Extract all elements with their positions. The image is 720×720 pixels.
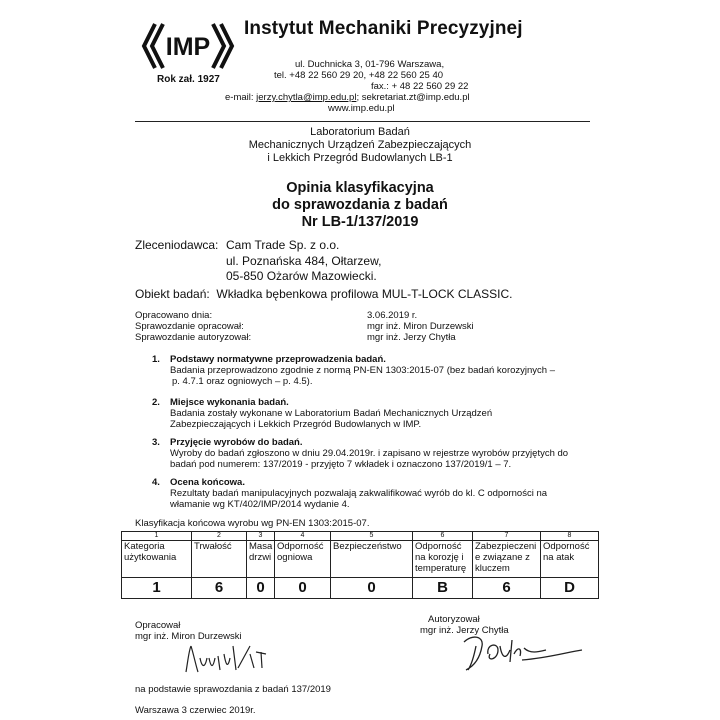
section-1-title: Podstawy normatywne przeprowadzenia badań. — [170, 354, 386, 365]
section-3-line-1: Wyroby do badań zgłoszono w dniu 29.04.2019r. i zapisano w rejestrze wyrobów przyjętych do — [170, 448, 569, 459]
lab-line-1: Laboratorium Badań — [310, 126, 410, 138]
test-object — [135, 287, 513, 301]
section-4-line-2: włamanie wg KT/402/IMP/2014 wydanie 4. — [170, 499, 350, 510]
table-number-row — [122, 532, 599, 541]
approver-label: Sprawozdanie autoryzował: — [135, 332, 252, 343]
column-number: 6 — [413, 532, 473, 541]
section-3-number: 3. — [152, 437, 160, 448]
approved-by-name: mgr inż. Jerzy Chytła — [420, 625, 509, 636]
lab-name — [200, 126, 520, 165]
classification-table — [121, 531, 599, 599]
column-header: Odporność ogniowa — [275, 541, 331, 578]
column-header: Bezpieczeństwo — [331, 541, 413, 578]
section-4-line-1: Rezultaty badań manipulacyjnych pozwalają zakwalifikować wyrób do kl. C odporności na — [170, 488, 548, 499]
classification-intro: Klasyfikacja końcowa wyrobu wg PN-EN 1303:2015-07. — [135, 518, 370, 529]
lab-line-3: i Lekkich Przegród Budowlanych LB-1 — [267, 152, 453, 164]
column-header: Odporność na korozję i temperaturę — [413, 541, 473, 578]
section-2-line-2: Zabezpieczających i Lekkich Przegród Budowlanych w IMP. — [170, 419, 422, 430]
classification-value: 0 — [275, 578, 331, 599]
object-value: Wkładka bębenkowa profilowa MUL-T-LOCK CLASSIC. — [216, 287, 513, 301]
prepared-value: 3.06.2019 r. — [367, 310, 418, 321]
table-header-row — [122, 541, 599, 578]
document-title — [200, 180, 520, 231]
classification-value: D — [541, 578, 599, 599]
prepared-by-name: mgr inż. Miron Durzewski — [135, 631, 242, 642]
column-number: 5 — [331, 532, 413, 541]
lab-line-2: Mechanicznych Urządzeń Zabezpieczających — [248, 139, 472, 151]
classification-value: 0 — [247, 578, 275, 599]
column-header: Masa drzwi — [247, 541, 275, 578]
institute-name: Instytut Mechaniki Precyzyjnej — [244, 18, 523, 39]
place-date: Warszawa 3 czerwiec 2019r. — [135, 705, 256, 716]
client-street: ul. Poznańska 484, Ołtarzew, — [226, 254, 382, 268]
approver-value: mgr inż. Jerzy Chytła — [367, 332, 456, 343]
email-prefix: e-mail: — [225, 92, 257, 103]
email-link[interactable]: jerzy.chytla@imp.edu.pl — [256, 92, 357, 103]
column-header: Zabezpieczeni e związane z kluczem — [473, 541, 541, 578]
classification-value: B — [413, 578, 473, 599]
section-3-body — [170, 448, 568, 470]
title-line-2: do sprawozdania z badań — [272, 197, 448, 213]
classification-value: 1 — [122, 578, 192, 599]
section-2-title: Miejsce wykonania badań. — [170, 397, 289, 408]
classification-value: 6 — [473, 578, 541, 599]
section-4-body — [170, 488, 547, 510]
column-number: 8 — [541, 532, 599, 541]
website-link[interactable]: www.imp.edu.pl — [328, 103, 395, 114]
title-line-3: Nr LB-1/137/2019 — [301, 214, 419, 230]
column-number: 1 — [122, 532, 192, 541]
section-1-number: 1. — [152, 354, 160, 365]
prepared-by-role: Opracował — [135, 620, 181, 631]
email-line — [225, 92, 470, 103]
section-3-line-2: badań pod numerem: 137/2019 - przyjęto 7 wkładek i oznaczono 137/2019/1 – 7. — [170, 459, 512, 470]
logo-text: IMP — [165, 33, 211, 61]
column-number: 2 — [192, 532, 247, 541]
column-header: Kategoria użytkowania — [122, 541, 192, 578]
section-4-number: 4. — [152, 477, 160, 488]
column-header: Odporność na atak — [541, 541, 599, 578]
section-1-body — [170, 365, 555, 387]
author-value: mgr inż. Miron Durzewski — [367, 321, 474, 332]
fax-line: fax.: + 48 22 560 29 22 — [371, 81, 469, 92]
section-4-title: Ocena końcowa. — [170, 477, 245, 488]
column-number: 4 — [275, 532, 331, 541]
section-2-body — [170, 408, 492, 430]
object-label: Obiekt badań: — [135, 287, 210, 301]
table-value-row — [122, 578, 599, 599]
title-line-1: Opinia klasyfikacyjna — [286, 180, 434, 196]
column-number: 7 — [473, 532, 541, 541]
column-header: Trwałość — [192, 541, 247, 578]
classification-value: 0 — [331, 578, 413, 599]
client-label: Zleceniodawca: — [135, 238, 219, 252]
section-1-line-2: p. 4.7.1 oraz ogniowych – p. 4.5). — [172, 376, 313, 387]
founded-year: Rok zał. 1927 — [157, 74, 220, 85]
section-1-line-1: Badania przeprowadzono zgodnie z normą PN-EN 1303:2015-07 (bez badań korozyjnych – — [170, 365, 555, 376]
section-3-title: Przyjęcie wyrobów do badań. — [170, 437, 303, 448]
section-2-number: 2. — [152, 397, 160, 408]
phone-line: tel. +48 22 560 29 20, +48 22 560 25 40 — [274, 70, 444, 81]
email-suffix: ; sekretariat.zt@imp.edu.pl — [356, 92, 470, 103]
signature-chytla — [458, 632, 588, 672]
address-line: ul. Duchnicka 3, 01-796 Warszawa, — [295, 59, 445, 70]
signature-durzewski — [178, 638, 288, 678]
header-divider — [135, 121, 590, 122]
classification-value: 6 — [192, 578, 247, 599]
report-basis: na podstawie sprawozdania z badań 137/2019 — [135, 684, 331, 695]
section-2-line-1: Badania zostały wykonane w Laboratorium Badań Mechanicznych Urządzeń — [170, 408, 493, 419]
prepared-label: Opracowano dnia: — [135, 310, 213, 321]
client-name: Cam Trade Sp. z o.o. — [226, 238, 340, 252]
author-label: Sprawozdanie opracował: — [135, 321, 244, 332]
imp-logo — [141, 20, 235, 72]
approved-by-role: Autoryzował — [428, 614, 480, 625]
client-city: 05-850 Ożarów Mazowiecki. — [226, 269, 377, 283]
column-number: 3 — [247, 532, 275, 541]
